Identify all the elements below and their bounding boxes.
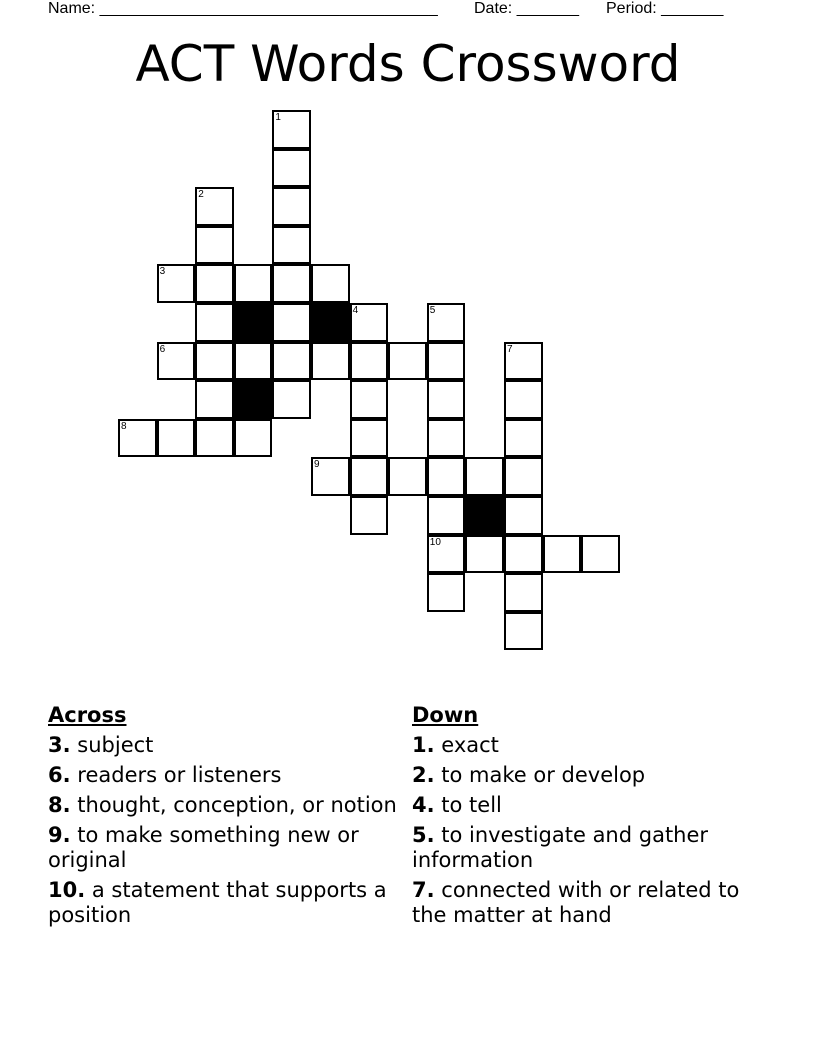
grid-cell[interactable]	[272, 342, 311, 381]
grid-cell[interactable]	[427, 303, 466, 342]
grid-cell[interactable]	[388, 342, 427, 381]
grid-cell[interactable]	[350, 380, 389, 419]
grid-cell[interactable]	[427, 419, 466, 458]
clue-number-label: 1	[275, 112, 281, 123]
down-clue	[412, 733, 757, 758]
name-field-label: Name: ______________________________________	[48, 0, 438, 17]
clue-text: to investigate and gather information	[412, 823, 709, 872]
grid-cell[interactable]	[311, 342, 350, 381]
clue-number: 2.	[412, 763, 435, 787]
grid-cell[interactable]	[504, 342, 543, 381]
grid-cell[interactable]	[350, 303, 389, 342]
black-square	[465, 496, 504, 535]
period-field-label: Period: _______	[606, 0, 724, 17]
clue-text: a statement that supports a position	[48, 878, 387, 927]
grid-cell[interactable]	[195, 342, 234, 381]
clue-number: 4.	[412, 793, 435, 817]
across-clue	[48, 763, 398, 788]
grid-cell[interactable]	[350, 419, 389, 458]
grid-cell[interactable]	[311, 457, 350, 496]
black-square	[234, 303, 273, 342]
grid-cell[interactable]	[195, 380, 234, 419]
grid-cell[interactable]	[504, 573, 543, 612]
clue-number: 1.	[412, 733, 435, 757]
down-clues	[412, 703, 757, 933]
clue-number: 10.	[48, 878, 86, 902]
clue-number-label: 2	[198, 189, 204, 201]
clue-number-label: 5	[429, 305, 436, 316]
grid-cell[interactable]	[272, 110, 311, 149]
date-field-label: Date: _______	[474, 0, 579, 17]
grid-cell[interactable]	[350, 496, 389, 535]
clue-number: 9.	[48, 823, 71, 847]
grid-cell[interactable]	[195, 187, 234, 226]
grid-cell[interactable]	[195, 419, 234, 458]
grid-cell[interactable]	[388, 457, 427, 496]
grid-cell[interactable]	[195, 226, 234, 265]
clue-text: to make or develop	[441, 763, 646, 787]
clue-text: readers or listeners	[77, 763, 282, 787]
grid-cell[interactable]	[465, 535, 504, 574]
grid-cell[interactable]	[157, 419, 196, 458]
clue-number: 5.	[412, 823, 435, 847]
clue-number: 8.	[48, 793, 71, 817]
grid-cell[interactable]	[427, 535, 466, 574]
grid-cell[interactable]	[157, 342, 196, 381]
grid-cell[interactable]	[465, 457, 504, 496]
grid-cell[interactable]	[504, 612, 543, 651]
down-clue	[412, 878, 757, 928]
black-square	[311, 303, 350, 342]
clue-number: 3.	[48, 733, 71, 757]
down-heading: Down	[412, 703, 479, 727]
grid-cell[interactable]	[234, 264, 273, 303]
clue-number: 6.	[48, 763, 71, 787]
clue-number-label: 7	[507, 343, 513, 355]
grid-cell[interactable]	[504, 419, 543, 458]
grid-cell[interactable]	[157, 264, 196, 303]
across-clue	[48, 823, 398, 873]
grid-cell[interactable]	[195, 303, 234, 342]
clue-text: subject	[77, 733, 154, 757]
grid-cell[interactable]	[504, 457, 543, 496]
down-clue	[412, 823, 757, 873]
across-clue	[48, 878, 398, 928]
grid-cell[interactable]	[427, 380, 466, 419]
grid-cell[interactable]	[504, 380, 543, 419]
grid-cell[interactable]	[350, 342, 389, 381]
clue-number-label: 8	[121, 420, 127, 432]
clue-text: connected with or related to the matter at hand	[412, 878, 740, 927]
grid-cell[interactable]	[234, 342, 273, 381]
grid-cell[interactable]	[234, 419, 273, 458]
grid-cell[interactable]	[581, 535, 620, 574]
clue-text: exact	[441, 733, 499, 757]
grid-cell[interactable]	[311, 264, 350, 303]
clue-text: to make something new or original	[48, 823, 359, 872]
across-heading: Across	[48, 703, 127, 727]
clue-number-label: 9	[314, 459, 320, 471]
clue-number-label: 4	[352, 305, 359, 316]
grid-cell[interactable]	[504, 535, 543, 574]
grid-cell[interactable]	[350, 457, 389, 496]
clue-number-label: 3	[159, 266, 166, 278]
across-clue	[48, 793, 398, 818]
across-clues	[48, 703, 398, 933]
clue-text: to tell	[441, 793, 502, 817]
grid-cell[interactable]	[272, 264, 311, 303]
grid-cell[interactable]	[272, 303, 311, 342]
grid-cell[interactable]	[272, 380, 311, 419]
clue-number-label: 6	[159, 343, 166, 355]
grid-cell[interactable]	[504, 496, 543, 535]
clue-number: 7.	[412, 878, 435, 902]
down-clue	[412, 793, 757, 818]
black-square	[234, 380, 273, 419]
down-clue	[412, 763, 757, 788]
clue-number-label: 10	[429, 536, 441, 548]
grid-cell[interactable]	[427, 342, 466, 381]
grid-cell[interactable]	[427, 573, 466, 612]
page-title: ACT Words Crossword	[135, 35, 681, 93]
grid-cell[interactable]	[272, 187, 311, 226]
grid-cell[interactable]	[118, 419, 157, 458]
clue-text: thought, conception, or notion	[77, 793, 397, 817]
grid-cell[interactable]	[427, 496, 466, 535]
grid-cell[interactable]	[195, 264, 234, 303]
grid-cell[interactable]	[272, 226, 311, 265]
grid-cell[interactable]	[272, 149, 311, 188]
across-clue	[48, 733, 398, 758]
grid-cell[interactable]	[543, 535, 582, 574]
grid-cell[interactable]	[427, 457, 466, 496]
